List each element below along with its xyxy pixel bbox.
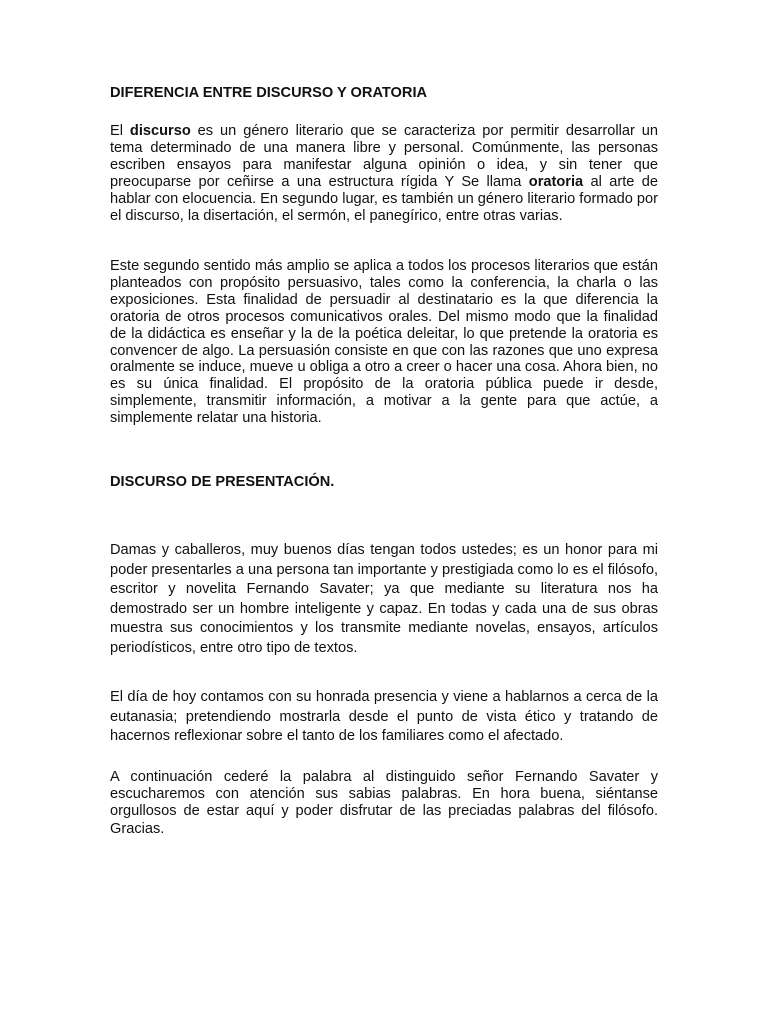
- text-run: es un género literario que se caracteriza por permitir desarrollar un tema determinado de una manera libre y personal. Comúnmente, las personas escriben ensayos para manifestar alguna opinión o idea, y sin tener que preocuparse por ceñirse a una estructura rígida Y Se llama: [110, 123, 659, 190]
- text-run: al arte de hablar con elocuencia. En segundo lugar, es también un género literario formado por el discurso, la disertación, el sermón, el panegírico, entre otras varias.: [110, 173, 658, 224]
- bold-term-discurso: discurso: [129, 123, 191, 139]
- section-title-diferencia: DIFERENCIA ENTRE DISCURSO Y ORATORIA: [110, 85, 428, 101]
- paragraph-dia-de-hoy: El día de hoy contamos con su honrada presencia y viene a hablarnos a cerca de la eutanasia; pretendiendo mostrarla desde el punto de vista ético y tratando de hacernos reflexionar sobre el tanto de los familiares como el afectado.: [110, 689, 658, 744]
- text-run: El: [110, 123, 130, 139]
- paragraph-discurso-definition: [110, 123, 658, 224]
- paragraph-continuacion: A continuación cederé la palabra al distinguido señor Fernando Savater y escucharemos con atención sus sabias palabras. En hora buena, siéntanse orgullosos de estar aquí y poder disfrutar de las preciadas palabras del filósofo. Gracias.: [110, 769, 658, 837]
- paragraph-segundo-sentido: Este segundo sentido más amplio se aplica a todos los procesos literarios que están planteados con propósito persuasivo, tales como la conferencia, la charla o las exposiciones. Esta finalidad de persuadir al destinatario es la que diferencia la oratoria de otros procesos comunicativos orales. Del mismo modo que la finalidad de la didáctica es enseñar y la de la poética deleitar, lo que pretende la oratoria es convencer de algo. La persuasión consiste en que con las razones que uno expresa oralmente se induce, mueve u obliga a otro a creer o hacer una cosa. Ahora bien, no es su única finalidad. El propósito de la oratoria pública puede ir desde, simplemente, transmitir información, a motivar a la gente para que actúe, a simplemente relatar una historia.: [110, 258, 658, 427]
- paragraph-damas-caballeros: Damas y caballeros, muy buenos días tengan todos ustedes; es un honor para mi poder presentarles a una persona tan importante y prestigiada como lo es el filósofo, escritor y novelita Fernando Savater; ya que mediante su literatura nos ha demostrado ser un hombre inteligente y capaz. En todas y cada una de sus obras muestra sus conocimientos y los transmite mediante novelas, ensayos, artículos periodísticos, entre otro tipo de textos.: [110, 542, 658, 656]
- bold-term-oratoria: oratoria: [528, 173, 584, 190]
- section-title-presentacion: DISCURSO DE PRESENTACIÓN.: [110, 474, 335, 490]
